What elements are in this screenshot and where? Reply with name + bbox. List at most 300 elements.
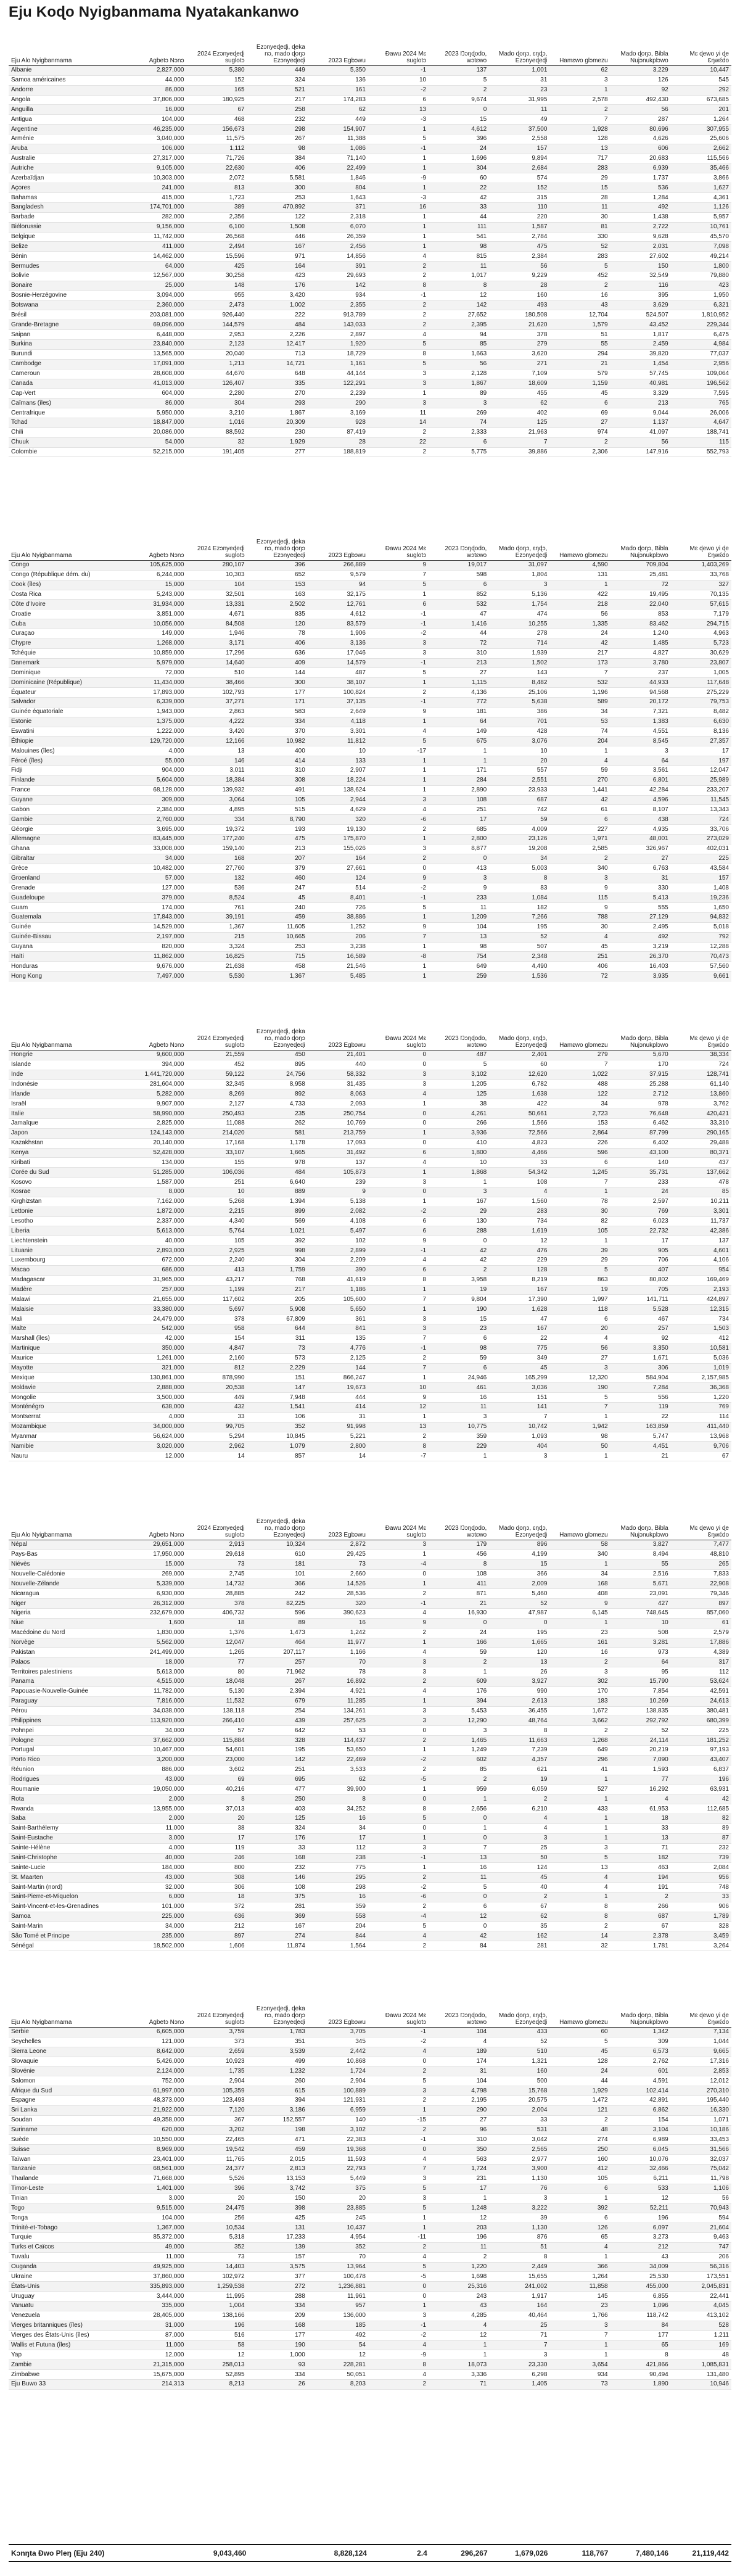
value-cell: 558 [308,1912,368,1922]
value-cell: 410 [429,1138,489,1148]
value-cell: 34 [549,1099,610,1109]
value-cell: 6,939 [610,163,671,173]
value-cell: 76,648 [610,1109,671,1119]
value-cell: 7 [549,2330,610,2340]
value-cell: -1 [368,619,429,629]
value-cell: 18,224 [308,775,368,785]
value-cell: 14,579 [308,658,368,668]
value-cell: 9,156,000 [126,222,186,232]
value-cell: 433 [489,2028,549,2037]
value-cell: 394 [247,2096,308,2106]
column-header: 2023 Ŋɔŋɖodo, wɔtɛwo [429,2005,489,2028]
country-name-cell: Saint-Martin (nord) [9,1883,126,1893]
value-cell: 9,894 [489,154,549,163]
value-cell: 6 [549,1158,610,1168]
value-cell: 648 [247,369,308,379]
value-cell: 1,376 [186,1628,247,1638]
value-cell: 1,403,269 [671,561,731,571]
country-name-cell: Chuuk [9,437,126,447]
table-row [9,873,731,883]
value-cell: 3 [368,2311,429,2321]
country-name-cell: Pologne [9,1736,126,1746]
value-cell: 2,195 [429,2096,489,2106]
value-cell: 113,920,000 [126,1716,186,1726]
country-name-cell: Corée du Sud [9,1168,126,1178]
value-cell: 117,602 [186,1295,247,1305]
value-cell: 2,082 [308,1207,368,1216]
value-cell: 934 [549,2370,610,2380]
value-cell: 1 [368,1285,429,1295]
value-cell: 4 [368,2340,429,2350]
value-cell: 853 [610,609,671,619]
value-cell: 131 [549,570,610,580]
country-name-cell: Islande [9,1060,126,1070]
value-cell: 168 [186,854,247,864]
value-cell: 1,942 [549,1422,610,1432]
value-cell: 132 [186,873,247,883]
value-cell: 1 [429,2194,489,2203]
value-cell: 366 [489,1569,549,1579]
table-row [9,1158,731,1168]
value-cell: 6 [368,1216,429,1226]
value-cell: 26,006 [671,408,731,418]
value-cell: 4,222 [186,717,247,727]
value-cell: 2 [368,1736,429,1746]
value-cell: 3 [368,1540,429,1550]
value-cell: 136 [308,75,368,85]
value-cell: 277 [247,447,308,457]
value-cell: 112 [671,1667,731,1677]
value-cell: 1,161 [308,359,368,369]
country-name-cell: Macao [9,1265,126,1275]
value-cell: 161 [549,1638,610,1648]
country-name-cell: Tonga [9,2213,126,2223]
value-cell: 1,342 [610,2028,671,2037]
column-header: Mado ɖoŋɔ, Bibla Nujɔnukplɔwo [610,2005,671,2028]
value-cell: 39,820 [610,349,671,359]
value-cell: 253 [247,942,308,952]
value-cell: 13 [368,1422,429,1432]
value-cell: 1,872,000 [126,1207,186,1216]
country-name-cell: Bangladesh [9,203,126,213]
country-name-cell: Bolivie [9,271,126,281]
value-cell: 160 [549,2155,610,2165]
value-cell: 16 [308,1814,368,1824]
value-cell: 163 [247,590,308,600]
value-cell: 143,033 [308,320,368,330]
value-cell: 74 [549,727,610,737]
value-cell: 4,490 [489,962,549,972]
country-name-cell: Cook (îles) [9,580,126,590]
value-cell: 6 [549,2184,610,2194]
value-cell: 321,000 [126,1363,186,1373]
value-cell: 606 [610,144,671,154]
value-cell: 389 [186,203,247,213]
value-cell: 52 [489,2037,549,2047]
value-cell: 59 [429,1648,489,1657]
value-cell: 1,939 [489,648,549,658]
table-row [9,2340,731,2350]
value-cell: 138,624 [308,785,368,795]
value-cell: 30,629 [671,648,731,658]
value-cell: 0 [368,864,429,873]
table-row [9,795,731,805]
value-cell: 10,303 [186,570,247,580]
value-cell: 4 [368,1648,429,1657]
value-cell: 3,094,000 [126,291,186,300]
value-cell: 15 [489,1559,549,1569]
value-cell: 288 [429,1226,489,1236]
value-cell: 43,000 [126,1775,186,1785]
value-cell: 20 [489,756,549,766]
value-cell: 1,663 [429,349,489,359]
value-cell: 437 [671,1158,731,1168]
value-cell: 41 [549,1765,610,1775]
value-cell: 392 [549,2203,610,2213]
value-cell: 15,655 [489,2272,549,2282]
value-cell: 1,868 [429,1168,489,1178]
value-cell: 569 [247,1216,308,1226]
value-cell: 768 [247,1275,308,1285]
value-cell: 40,000 [126,1853,186,1863]
country-name-cell: Maurice [9,1353,126,1363]
value-cell: 8 [186,1794,247,1804]
value-cell: 184,000 [126,1863,186,1873]
value-cell: 195 [489,1628,549,1638]
country-name-cell: Chili [9,427,126,437]
table-row [9,1569,731,1579]
value-cell: 1,084 [489,893,549,903]
value-cell: 233 [610,1178,671,1187]
value-cell: 1,268,000 [126,638,186,648]
value-cell: 310 [429,648,489,658]
value-cell: 2,722 [610,222,671,232]
value-cell: 56 [549,609,610,619]
value-cell: 871 [429,1589,489,1599]
table-row [9,2194,731,2203]
value-cell: 3,935 [610,972,671,981]
value-cell: 7,477 [671,1540,731,1550]
value-cell: 3,301 [671,1207,731,1216]
value-cell: 6,837 [671,1765,731,1775]
value-cell: 9,661 [671,972,731,981]
value-cell: 396 [186,2184,247,2194]
value-cell: 621 [489,1765,549,1775]
value-cell: 57,560 [671,962,731,972]
value-cell: 294,715 [671,619,731,629]
table-row [9,222,731,232]
value-cell: 48,764 [489,1716,549,1726]
value-cell: 11,532 [186,1696,247,1706]
table-row [9,1618,731,1628]
value-cell: 557 [489,766,549,776]
value-cell: 26,568 [186,232,247,242]
value-cell: 6,763 [610,864,671,873]
column-header: Ezɔnyeɖeɖi, ɖeka nɔ, mado ɖoŋɔ Ezɔnyeɖeɖi [247,1028,308,1051]
country-name-cell: Porto Rico [9,1755,126,1765]
value-cell: 10,550,000 [126,2135,186,2145]
value-cell: 11,088 [186,1119,247,1129]
value-cell: 378 [186,1315,247,1324]
value-cell: 5,426,000 [126,2057,186,2066]
value-cell: -3 [368,193,429,203]
value-cell: 238 [308,1853,368,1863]
value-cell: 15 [549,183,610,193]
value-cell: 33 [429,203,489,213]
value-cell: 713 [247,349,308,359]
value-cell: 71,668,000 [126,2174,186,2184]
country-name-cell: Lituanie [9,1246,126,1256]
value-cell: 3,927 [489,1677,549,1687]
value-cell: 324 [247,75,308,85]
value-cell: 190 [429,1305,489,1315]
value-cell: 334 [247,717,308,727]
value-cell: 3,958 [429,1275,489,1285]
value-cell: 4 [549,756,610,766]
value-cell: 11,765 [186,2155,247,2165]
value-cell: 452 [186,1060,247,1070]
value-cell: 1 [368,163,429,173]
value-cell: 1 [429,1178,489,1187]
table-row [9,2370,731,2380]
country-name-cell: Botswana [9,300,126,310]
value-cell: 155 [186,1158,247,1168]
table-header-row [9,1517,731,1540]
country-name-cell: Yap [9,2350,126,2360]
value-cell: 5 [368,359,429,369]
value-cell: -7 [368,1451,429,1461]
value-cell: 350,000 [126,1344,186,1353]
value-cell: 24,377 [186,2165,247,2174]
value-cell: 167 [429,1197,489,1207]
value-cell: 6 [368,600,429,609]
value-cell: 2,128 [429,369,489,379]
value-cell: 92 [610,1334,671,1344]
value-cell: 16 [308,1618,368,1628]
value-cell: 21,638 [186,962,247,972]
value-cell: 446 [247,232,308,242]
value-cell: 508 [610,1628,671,1638]
column-header: Ɖawu 2024 Mɛ suglotɔ [368,1517,429,1540]
country-name-cell: Kosrae [9,1187,126,1197]
value-cell: 8,545 [610,737,671,746]
value-cell: 250,754 [308,1109,368,1119]
table-row [9,359,731,369]
column-header: Hamɛwo glɔmezu [549,43,610,66]
country-name-cell: Saba [9,1814,126,1824]
value-cell: 42,591 [671,1686,731,1696]
value-cell: 171 [429,766,489,776]
value-cell: 412 [671,1334,731,1344]
value-cell: 2,333 [429,427,489,437]
value-cell: 146 [247,1873,308,1883]
value-cell: 22 [429,183,489,193]
column-header: Agbetɔ Nɔnɔ [126,538,186,561]
value-cell: 1,096 [610,2301,671,2311]
value-cell: 247 [247,883,308,893]
value-cell: 1,600 [126,1618,186,1628]
country-name-cell: Cameroun [9,369,126,379]
value-cell: 638,000 [126,1402,186,1412]
value-cell: 487 [429,1051,489,1060]
value-cell: 2 [549,854,610,864]
table-row [9,1373,731,1383]
country-name-cell: Arménie [9,134,126,144]
value-cell: 734 [671,1315,731,1324]
table-row [9,1931,731,1941]
value-cell: 1,472 [549,2096,610,2106]
table-row [9,668,731,678]
value-cell: 18 [186,1892,247,1902]
value-cell: 6,210 [489,1804,549,1814]
value-cell: 11,434,000 [126,678,186,688]
value-cell: 61,140 [671,1080,731,1089]
value-cell: 573 [247,1353,308,1363]
country-name-cell: Palaos [9,1657,126,1667]
column-header: 2024 Ezɔnyeɖeɖi suglotɔ [186,1028,247,1051]
value-cell: 8,958 [247,1080,308,1089]
value-cell: 584,904 [610,1373,671,1383]
value-cell: 409 [247,658,308,668]
value-cell: 326,967 [610,844,671,854]
value-cell: 4,895 [186,805,247,815]
table-row [9,1628,731,1638]
value-cell: 193 [247,825,308,835]
table-row [9,2086,731,2096]
value-cell: 253 [247,193,308,203]
country-name-cell: Niévès [9,1559,126,1569]
value-cell: 1,044 [671,2037,731,2047]
value-cell: 7,239 [489,1746,549,1756]
country-name-cell: Finlande [9,775,126,785]
value-cell: 69 [549,408,610,418]
value-cell: 22,499 [308,163,368,173]
value-cell: 1 [549,2194,610,2203]
value-cell: 42,891 [610,2096,671,2106]
value-cell: 1,259,538 [186,2282,247,2292]
column-header: Mado ɖoŋɔ, Bibla Nujɔnukplɔwo [610,1517,671,1540]
value-cell: 60 [429,173,489,183]
value-cell: 12,047 [186,1638,247,1648]
value-cell: 34 [489,854,549,864]
value-cell: 468 [186,115,247,125]
value-cell: 44,144 [308,369,368,379]
value-cell: 1,405 [489,2379,549,2389]
value-cell: 1,619 [489,1226,549,1236]
country-name-cell: Dominique [9,668,126,678]
value-cell: 8,642,000 [126,2047,186,2057]
value-cell: 38 [186,1823,247,1833]
table-row [9,1236,731,1246]
value-cell: 250,493 [186,1109,247,1119]
value-cell: 44 [429,212,489,222]
value-cell: 16 [368,203,429,213]
value-cell: 4,108 [308,1216,368,1226]
value-cell: 990 [489,1686,549,1696]
value-cell: 267 [247,134,308,144]
table-row [9,1148,731,1158]
value-cell: 1,503 [671,1324,731,1334]
country-name-cell: Guinée [9,922,126,932]
value-cell: 0 [429,1922,489,1931]
value-cell: 423 [247,271,308,281]
value-cell: -1 [368,144,429,154]
value-cell: 1 [368,1305,429,1315]
value-cell: 772 [429,698,489,708]
value-cell: 524,507 [610,310,671,320]
value-cell: 13,331 [186,600,247,609]
value-cell: 283 [549,163,610,173]
value-cell: 4 [368,2370,429,2380]
value-cell: 154,907 [308,125,368,134]
value-cell: 349 [489,1353,549,1363]
value-cell: 298 [247,125,308,134]
table-row [9,746,731,756]
value-cell: 695 [247,1775,308,1785]
value-cell: 137 [671,1236,731,1246]
value-cell: 9 [368,873,429,883]
value-cell: 26,370 [610,952,671,962]
value-cell: 1,587,000 [126,1178,186,1187]
country-name-cell: Féroé (îles) [9,756,126,766]
table-row [9,1344,731,1353]
value-cell: 10,269 [610,1696,671,1706]
value-cell: 306 [610,1363,671,1373]
value-cell: 31,965,000 [126,1275,186,1285]
value-cell: -1 [368,2321,429,2330]
total-value: 7,480,146 [635,2549,669,2557]
value-cell: 2,762 [610,2057,671,2066]
value-cell: 2,579 [671,1628,731,1638]
value-cell: 5,339,000 [126,1579,186,1589]
value-cell: 687 [610,1912,671,1922]
value-cell: 12,000 [126,2350,186,2360]
value-cell: 99,705 [186,1422,247,1432]
value-cell: 0 [368,1187,429,1197]
value-cell: 39 [549,1246,610,1256]
value-cell: 87,000 [126,2330,186,2340]
country-name-cell: Zambie [9,2360,126,2370]
value-cell: 2,084 [671,1863,731,1873]
value-cell: 11,874 [247,1941,308,1951]
value-cell: 40,000 [126,1236,186,1246]
value-cell: 380,481 [671,1706,731,1716]
country-name-cell: Albanie [9,66,126,76]
value-cell: 9,628 [610,232,671,242]
value-cell: 3,561 [610,766,671,776]
value-cell: 455 [489,389,549,398]
value-cell: 471 [247,2135,308,2145]
value-cell: 9 [549,903,610,913]
value-cell: 21,559 [186,1051,247,1060]
table-row [9,727,731,737]
value-cell: 1,021 [247,1226,308,1236]
value-cell: 154 [610,2115,671,2125]
value-cell: 133 [308,756,368,766]
value-cell: 251 [186,1178,247,1187]
value-cell: 5,036 [671,1353,731,1363]
value-cell: 298 [308,1883,368,1893]
country-name-cell: Guam [9,903,126,913]
value-cell: 1 [549,1559,610,1569]
value-cell: 40,464 [489,2311,549,2321]
value-cell: 449 [308,115,368,125]
value-cell: 427 [610,1599,671,1609]
value-cell: 33,107 [186,1148,247,1158]
value-cell: 748,645 [610,1609,671,1619]
value-cell: 26 [489,1667,549,1677]
value-cell: 7 [489,2340,549,2350]
